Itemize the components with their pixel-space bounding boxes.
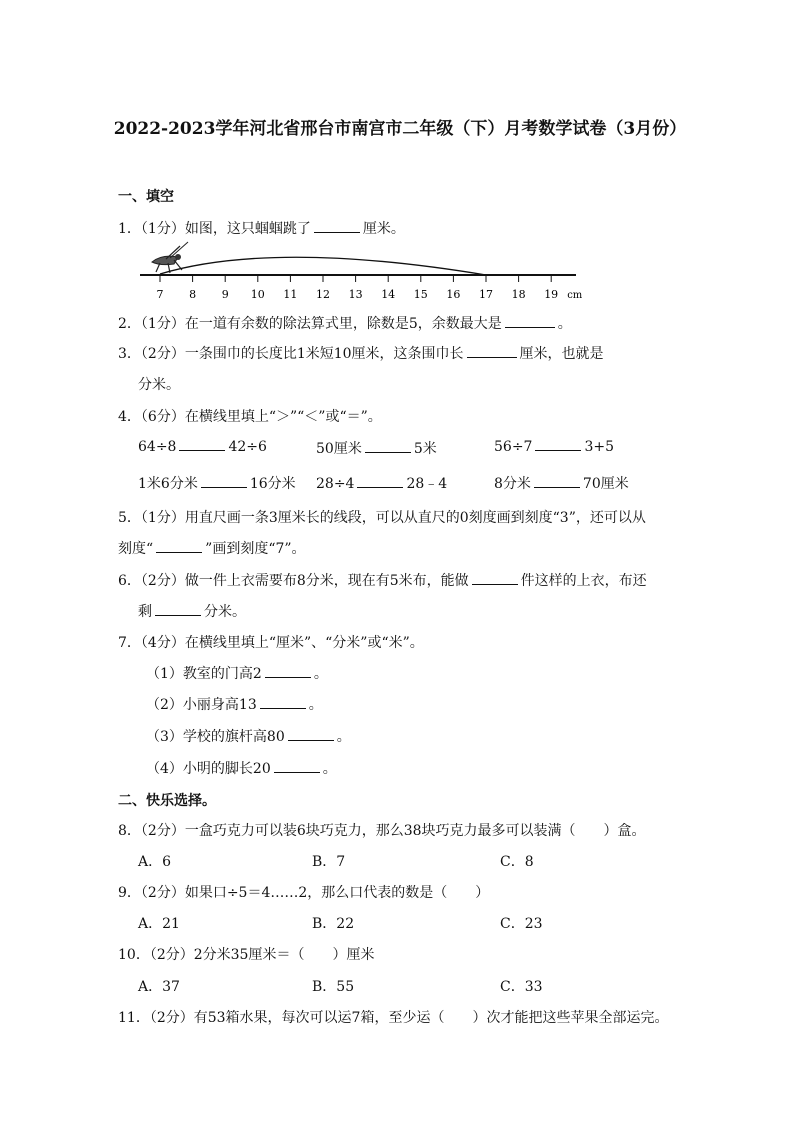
question-11: 11．（2分）有53箱水果，每次可以运7箱，至少运（ ）次才能把这些苹果全部运完。 xyxy=(118,1010,669,1026)
answer-blank[interactable] xyxy=(357,475,403,488)
answer-blank[interactable] xyxy=(365,440,411,453)
question-2-end: 。 xyxy=(557,316,572,332)
section-heading-choice: 二、快乐选择。 xyxy=(118,793,216,809)
option-c[interactable]: C．23 xyxy=(500,916,543,932)
ruler-tick-label: 15 xyxy=(413,288,428,301)
ruler-tick-label: 10 xyxy=(250,288,265,301)
answer-blank[interactable] xyxy=(179,438,225,451)
compare-item-4: 1米6分米 16分米 xyxy=(138,476,296,492)
section-heading-fill-blank: 一、填空 xyxy=(118,189,174,205)
option-c[interactable]: C．33 xyxy=(500,979,543,995)
answer-blank[interactable] xyxy=(155,603,201,616)
page-title: 2022-2023学年河北省邢台市南宫市二年级（下）月考数学试卷（3月份） xyxy=(113,119,687,139)
question-8: 8．（2分）一盒巧克力可以装6块巧克力，那么38块巧克力最多可以装满（ ）盒。 xyxy=(118,823,646,839)
ruler-tick-label: 7 xyxy=(156,288,164,301)
ruler-figure xyxy=(138,240,588,304)
question-3-mid: 厘米，也就是 xyxy=(519,346,604,362)
option-c[interactable]: C．8 xyxy=(500,854,534,870)
answer-blank[interactable] xyxy=(467,345,517,358)
answer-blank[interactable] xyxy=(274,760,320,773)
question-3-text: 3．（2分）一条围巾的长度比1米短10厘米，这条围巾长 xyxy=(118,346,464,362)
answer-blank[interactable] xyxy=(260,696,306,709)
question-2-text: 2．（1分）在一道有余数的除法算式里，除数是5，余数最大是 xyxy=(118,316,502,332)
compare-item-2: 50厘米 5米 xyxy=(316,441,437,457)
ruler-tick-label: 19 xyxy=(544,288,559,301)
option-a[interactable]: A．37 xyxy=(138,979,180,995)
compare-item-3: 56÷7 3+5 xyxy=(494,439,614,455)
question-2 xyxy=(118,313,572,333)
option-b[interactable]: B．55 xyxy=(312,979,355,995)
option-a[interactable]: A．6 xyxy=(138,854,172,870)
question-6: 6．（2分）做一件上衣需要布8分米，现在有5米布，能做 件这样的上衣，布还 xyxy=(118,573,647,589)
answer-blank[interactable] xyxy=(201,475,247,488)
question-7-item-1: （1）教室的门高2 。 xyxy=(146,666,328,682)
option-a[interactable]: A．21 xyxy=(138,916,180,932)
question-1-text: 1．（1分）如图，这只蝈蝈跳了 xyxy=(118,221,311,237)
answer-blank[interactable] xyxy=(535,438,581,451)
answer-blank[interactable] xyxy=(534,475,580,488)
ruler-tick-label: 12 xyxy=(316,288,330,301)
question-1 xyxy=(118,218,405,238)
compare-item-6: 8分米 70厘米 xyxy=(494,476,629,492)
answer-blank[interactable] xyxy=(472,572,518,585)
question-10: 10．（2分）2分米35厘米＝（ ）厘米 xyxy=(118,947,375,963)
ruler-tick-label: 18 xyxy=(511,288,526,301)
compare-item-1: 64÷8 42÷6 xyxy=(138,439,267,455)
option-b[interactable]: B．7 xyxy=(312,854,346,870)
jump-arc xyxy=(160,257,486,275)
question-7-item-3: （3）学校的旗杆高80 。 xyxy=(146,729,351,745)
ruler-unit-label: cm xyxy=(567,290,583,301)
question-3-end: 分米。 xyxy=(138,377,180,393)
compare-item-5: 28÷4 28﹣4 xyxy=(316,476,448,492)
question-9: 9．（2分）如果口÷5＝4……2，那么口代表的数是（ ） xyxy=(118,885,490,901)
question-6-cont: 剩 分米。 xyxy=(138,604,246,620)
ruler-tick-label: 14 xyxy=(381,288,396,301)
question-4: 4．（6分）在横线里填上“＞”“＜”或“＝”。 xyxy=(118,409,382,425)
question-5: 5．（1分）用直尺画一条3厘米长的线段，可以从直尺的0刻度画到刻度“3”，还可以从 xyxy=(118,510,646,526)
question-1-unit: 厘米。 xyxy=(362,221,405,237)
answer-blank[interactable] xyxy=(265,665,311,678)
question-3-cont xyxy=(138,374,180,394)
ruler-tick-label: 17 xyxy=(479,288,493,301)
ruler-tick-label: 8 xyxy=(189,288,197,301)
question-5-cont: 刻度“ ”画到刻度“7”。 xyxy=(118,541,306,557)
answer-blank[interactable] xyxy=(505,315,555,328)
question-7-item-4: （4）小明的脚长20 。 xyxy=(146,761,337,777)
option-b[interactable]: B．22 xyxy=(312,916,355,932)
ruler-tick-label: 16 xyxy=(446,288,461,301)
ruler-tick-label: 9 xyxy=(221,288,229,301)
ruler-tick-label: 13 xyxy=(348,288,363,301)
question-3 xyxy=(118,343,604,363)
answer-blank[interactable] xyxy=(288,728,334,741)
question-7: 7．（4分）在横线里填上“厘米”、“分米”或“米”。 xyxy=(118,635,424,651)
question-7-item-2: （2）小丽身高13 。 xyxy=(146,697,323,713)
ruler-tick-label: 11 xyxy=(283,288,298,301)
answer-blank[interactable] xyxy=(156,540,202,553)
answer-blank[interactable] xyxy=(314,220,360,233)
ruler-body xyxy=(140,274,576,276)
